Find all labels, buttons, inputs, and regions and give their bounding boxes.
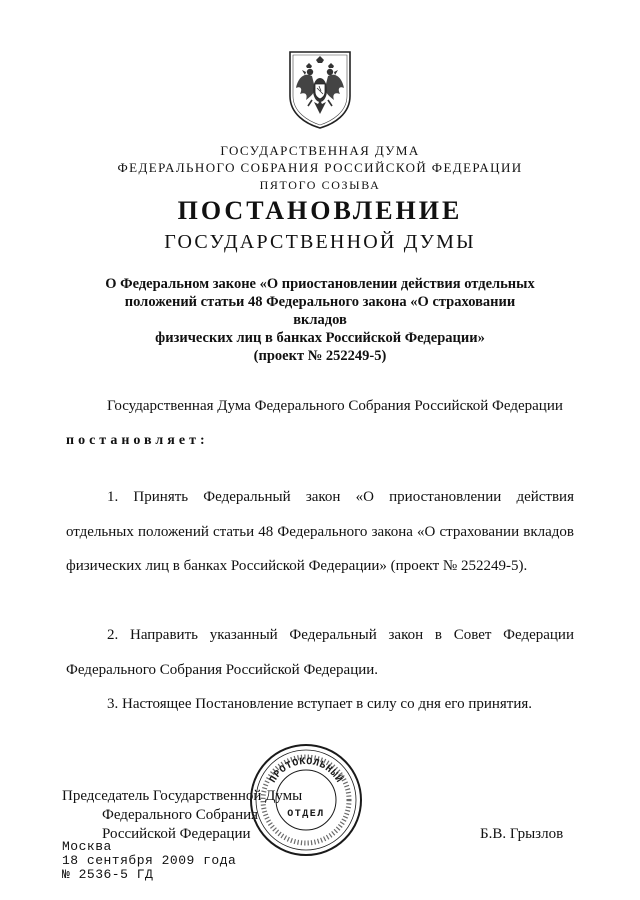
svg-text:ПРОТОКОЛЬНЫЙ <box>268 757 346 785</box>
signer-name: Б.В. Грызлов <box>480 826 564 842</box>
registration-number: № 2536-5 ГД <box>62 867 154 882</box>
subject-line-4: (проект № 252249-5) <box>253 348 387 364</box>
stamp-center-text: ОТДЕЛ <box>287 809 325 820</box>
subject-line-2: положений статьи 48 Федерального закона «О страховании вкладов <box>124 294 516 328</box>
signer-position-line-2: Федерального Собрания <box>102 807 259 823</box>
coat-of-arms-icon <box>286 48 354 130</box>
intro-text: Государственная Дума Федерального Собрания Российской Федерации <box>107 398 563 414</box>
document-title: ПОСТАНОВЛЕНИЕ <box>177 196 463 225</box>
header-line-2: ФЕДЕРАЛЬНОГО СОБРАНИЯ РОССИЙСКОЙ ФЕДЕРАЦИИ <box>117 160 523 175</box>
resolves-text: постановляет: <box>66 433 209 448</box>
subject-line-1: О Федеральном законе «О приостановлении действия отдельных <box>105 276 535 292</box>
header-line-1: ГОСУДАРСТВЕННАЯ ДУМА <box>220 143 420 158</box>
stamp-arc-text: ПРОТОКОЛЬНЫЙ <box>268 756 344 786</box>
paragraph-3: 3. Настоящее Постановление вступает в силу со дня его принятия. <box>107 696 533 712</box>
signer-position-line-1: Председатель Государственной Думы <box>62 788 303 804</box>
city-text: Москва <box>62 839 112 854</box>
subject-block <box>100 275 540 365</box>
document-subtitle: ГОСУДАРСТВЕННОЙ ДУМЫ <box>164 231 476 253</box>
header-line-3: ПЯТОГО СОЗЫВА <box>259 178 381 192</box>
signer-position-line-3: Российской Федерации <box>102 826 251 842</box>
date-text: 18 сентября 2009 года <box>62 853 237 868</box>
paragraph-1: 1. Принять Федеральный закон «О приостановлении действия отдельных положений статьи 48 Федерального закона «О страховании вкладов физических лиц в банках Российской Федерации» (проект № 252249-5). <box>66 489 574 574</box>
paragraph-2: 2. Направить указанный Федеральный закон в Совет Федерации Федерального Собрания Российской Федерации. <box>66 627 574 678</box>
subject-line-3: физических лиц в банках Российской Федерации» <box>155 330 485 346</box>
